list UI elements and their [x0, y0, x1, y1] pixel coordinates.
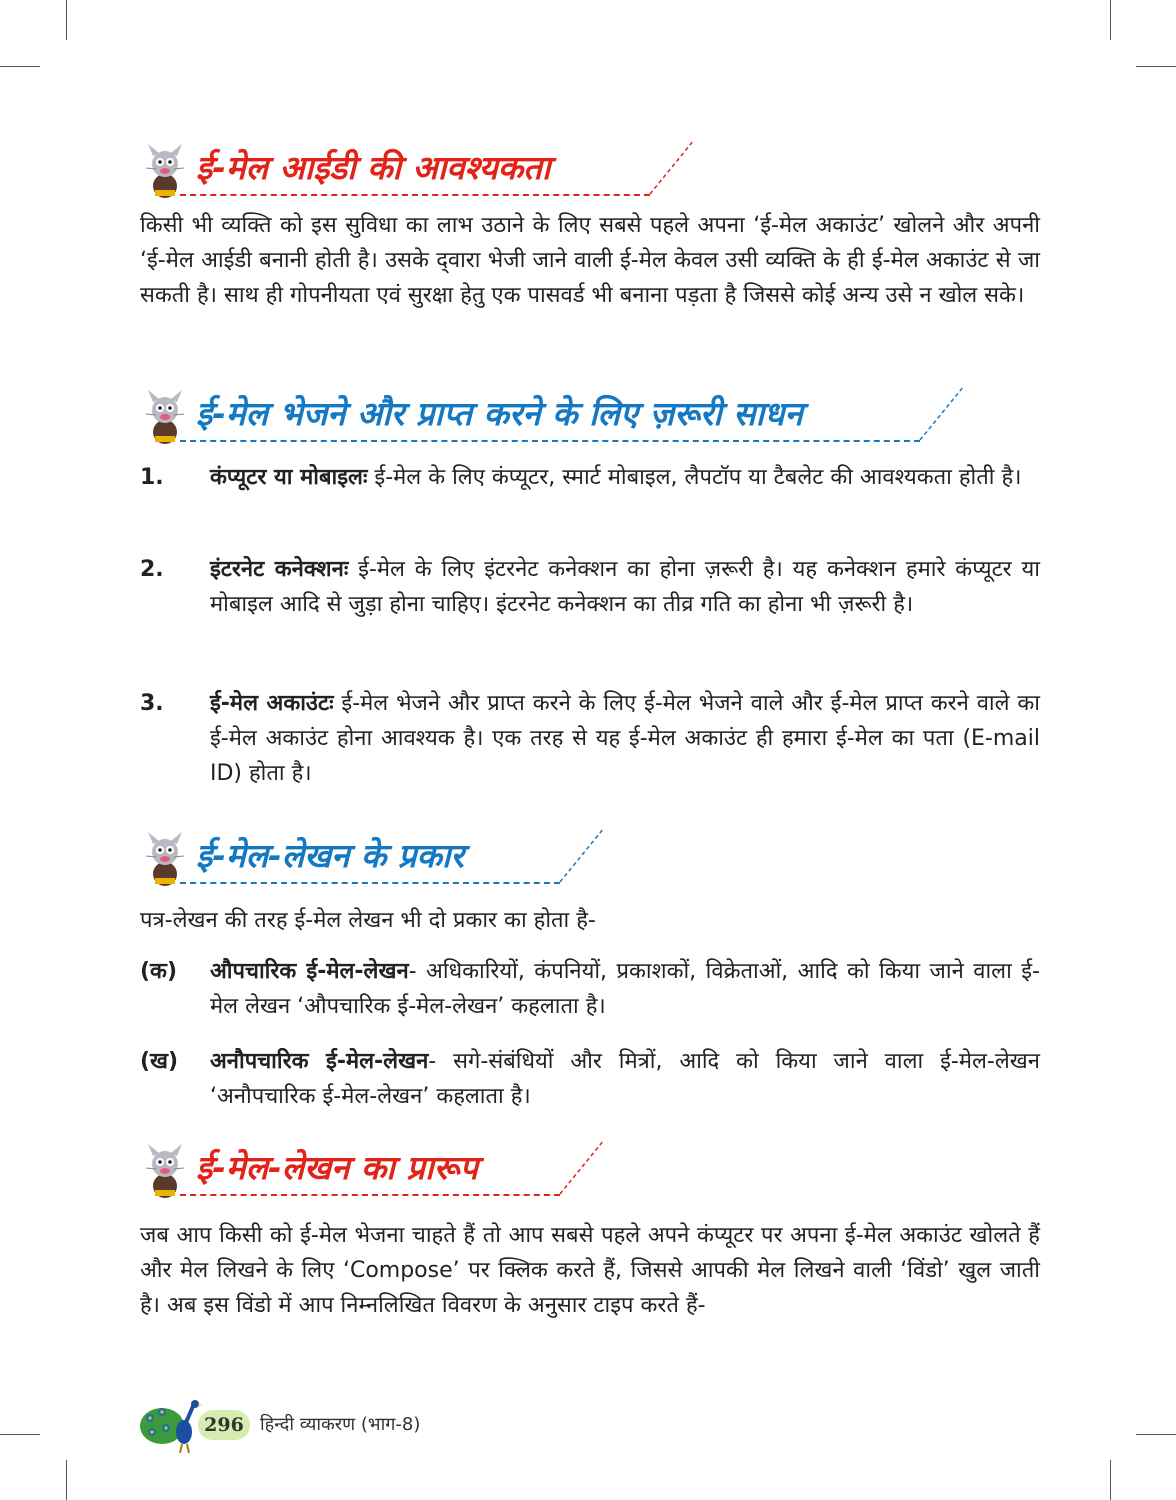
page-footer [140, 1404, 540, 1454]
item-text: - सगे-संबंधियों और मित्रों, आदि को किया जाने वाला ई-मेल-लेखन ‘अनौपचारिक ई-मेल-लेखन’ कहलाता है। [210, 1049, 1040, 1109]
item-number: 1. [140, 465, 164, 490]
item-number: 2. [140, 557, 164, 582]
section-heading-1 [140, 142, 700, 202]
item-number: (क) [140, 959, 178, 984]
page-number: 296 [198, 1410, 250, 1440]
item-text: - अधिकारियों, कंपनियों, प्रकाशकों, विक्रेताओं, आदि को किया जाने वाला ई-मेल लेखन ‘औपचारिक ई-मेल-लेखन’ कहलाता है। [210, 959, 1040, 1019]
cat-mascot-icon [140, 1142, 190, 1200]
item-term: अनौपचारिक ई-मेल-लेखन [210, 1049, 429, 1074]
dashed-underline [180, 882, 560, 884]
cat-mascot-icon [140, 830, 190, 888]
item-body [210, 686, 1040, 791]
item-body [210, 954, 1040, 1024]
section-heading-3 [140, 830, 600, 890]
dashed-slant [558, 1136, 608, 1196]
crop-mark [1136, 1434, 1176, 1435]
crop-mark [1136, 66, 1176, 67]
peacock-icon [140, 1398, 202, 1454]
dashed-slant [558, 824, 608, 884]
crop-mark [1110, 0, 1111, 40]
section-heading-2 [140, 388, 970, 448]
paragraph-email-id-need: किसी भी व्यक्ति को इस सुविधा का लाभ उठाने के लिए सबसे पहले अपना ‘ई-मेल अकाउंट’ खोलने और अपनी ‘ई-मेल आईडी बनानी होती है। उसके द्‌वारा भेजी जाने वाली ई-मेल केवल उसी व्यक्ति के ही ई-मेल अकाउंट से जा सकती है। साथ ही गोपनीयता एवं सुरक्षा हेतु एक पासवर्ड भी बनाना पड़ता है जिससे कोई अन्य उसे न खोल सके। [140, 213, 1040, 308]
heading-title: ई-मेल-लेखन के प्रकार [196, 836, 464, 875]
heading-title: ई-मेल-लेखन का प्रारूप [196, 1148, 478, 1187]
heading-title: ई-मेल भेजने और प्राप्त करने के लिए ज़रूरी साधन [196, 394, 803, 433]
item-term: इंटरनेट कनेक्शनः [210, 557, 349, 582]
crop-mark [1110, 1460, 1111, 1500]
types-intro: पत्र-लेखन की तरह ई-मेल लेखन भी दो प्रकार का होता है- [140, 908, 596, 933]
dashed-slant [648, 136, 698, 196]
dashed-slant [918, 382, 968, 442]
cat-mascot-icon [140, 142, 190, 200]
item-term: ई-मेल अकाउंटः [210, 691, 334, 716]
dashed-underline [180, 1194, 560, 1196]
item-body [210, 1044, 1040, 1114]
item-number: 3. [140, 691, 164, 716]
item-text: ई-मेल के लिए इंटरनेट कनेक्शन का होना ज़रूरी है। यह कनेक्शन हमारे कंप्यूटर या मोबाइल आदि से जुड़ा होना चाहिए। इंटरनेट कनेक्शन का तीव्र गति का होना भी ज़रूरी है। [210, 557, 1040, 617]
paragraph-email-format: जब आप किसी को ई-मेल भेजना चाहते हैं तो आप सबसे पहले अपने कंप्यूटर पर अपना ई-मेल अकाउंट खोलते हैं और मेल लिखने के लिए ‘Compose’ पर क्लिक करते हैं, जिससे आपकी मेल लिखने वाली ‘विंडो’ खुल जाती है। अब इस विंडो में आप निम्नलिखित विवरण के अनुसार टाइप करते हैं- [140, 1223, 1040, 1318]
item-body [210, 552, 1040, 622]
dashed-underline [180, 440, 920, 442]
item-term: औपचारिक ई-मेल-लेखन [210, 959, 409, 984]
crop-mark [66, 1460, 67, 1500]
cat-mascot-icon [140, 388, 190, 446]
item-term: कंप्यूटर या मोबाइलः [210, 465, 368, 490]
dashed-underline [180, 194, 650, 196]
item-text: ई-मेल के लिए कंप्यूटर, स्मार्ट मोबाइल, लैपटॉप या टैबलेट की आवश्यकता होती है। [367, 465, 1022, 490]
book-title: हिन्दी व्याकरण (भाग-8) [260, 1414, 421, 1435]
item-body [210, 460, 1040, 495]
item-text: ई-मेल भेजने और प्राप्त करने के लिए ई-मेल भेजने वाले और ई-मेल प्राप्त करने वाले का ई-मेल अकाउंट होना आवश्यक है। एक तरह से यह ई-मेल अकाउंट ही हमारा ई-मेल का पता (E-mail ID) होता है। [210, 691, 1041, 786]
item-number: (ख) [140, 1049, 179, 1074]
crop-mark [0, 66, 40, 67]
heading-title: ई-मेल आईडी की आवश्यकता [196, 148, 551, 187]
crop-mark [66, 0, 67, 40]
section-heading-4 [140, 1142, 600, 1202]
crop-mark [0, 1434, 40, 1435]
